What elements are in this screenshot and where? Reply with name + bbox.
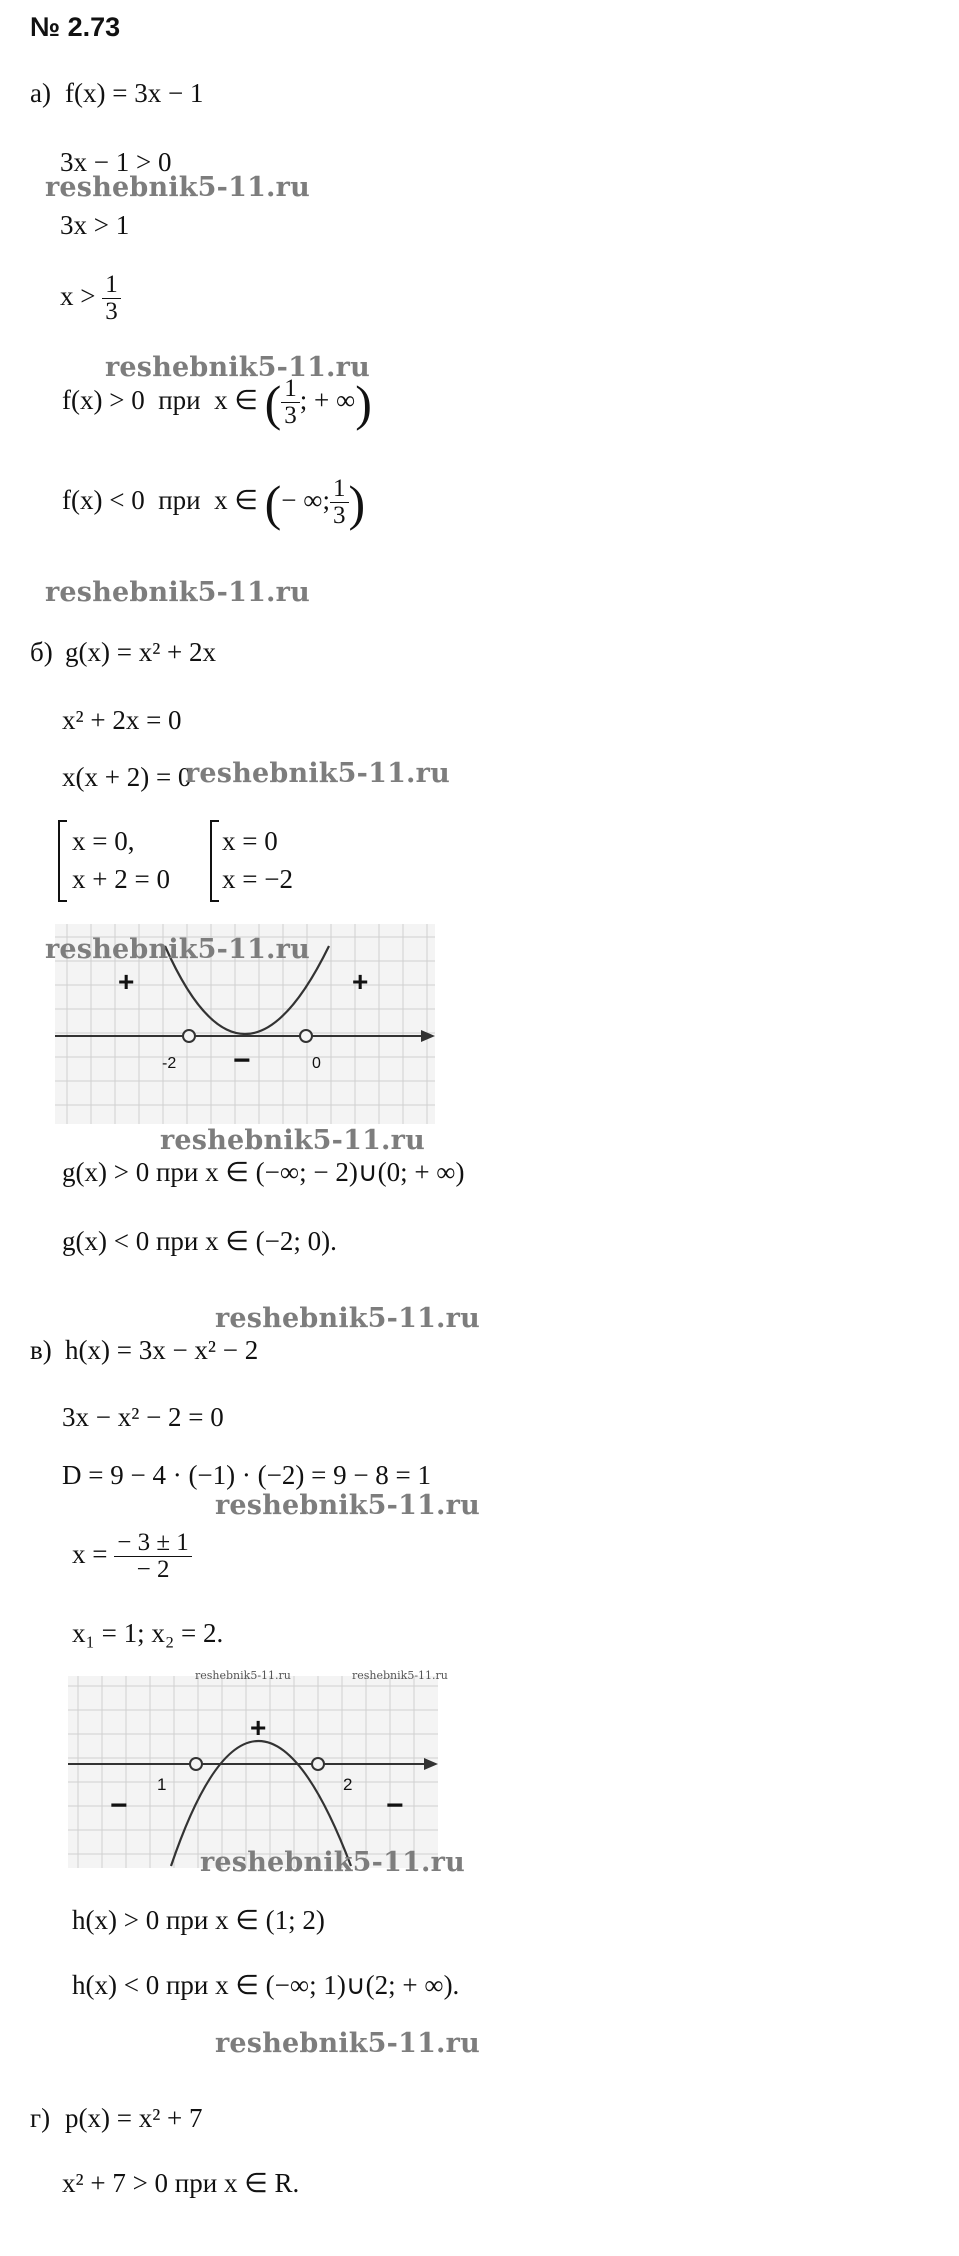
part-a-step1: 3x − 1 > 0 <box>60 147 172 177</box>
part-a-positive: f(x) > 0 при x ∈ ( $\frac{1}{3}$ ; + ∞) <box>62 374 372 431</box>
watermark: reshebnik5-11.ru <box>105 352 370 383</box>
system2-line2: x = −2 <box>222 864 293 894</box>
watermark: reshebnik5-11.ru <box>215 1490 480 1521</box>
root-point <box>190 1758 202 1770</box>
sign-plus: + <box>352 966 369 997</box>
watermark: reshebnik5-11.ru <box>160 1125 425 1156</box>
root-point <box>300 1030 312 1042</box>
watermark: reshebnik5-11.ru <box>215 2028 480 2059</box>
part-a-step2: 3x > 1 <box>60 210 130 240</box>
part-v-positive: h(x) > 0 при x ∈ (1; 2) <box>72 1905 325 1935</box>
sign-plus: + <box>250 1712 267 1743</box>
part-v-roots: x₁ = 1; x₂ = 2. <box>72 1618 224 1648</box>
watermark: reshebnik5-11.ru <box>200 1847 465 1878</box>
problem-number: № 2.73 <box>30 12 121 42</box>
system2-line1: x = 0 <box>222 826 278 856</box>
part-a-negative: f(x) < 0 при x ∈ (− ∞; $\frac{1}{3}$ ) <box>62 474 366 531</box>
part-v-discriminant: D = 9 − 4 · (−1) · (−2) = 9 − 8 = 1 <box>62 1460 432 1490</box>
watermark: reshebnik5-11.ru <box>45 172 310 203</box>
part-v-roots-formula: x = $\frac{- 3 \pm 1}{- 2}$ <box>72 1530 192 1584</box>
sign-minus: − <box>110 1789 128 1822</box>
part-b-positive: g(x) > 0 при x ∈ (−∞; − 2)∪(0; + ∞) <box>62 1157 465 1187</box>
part-g-result: x² + 7 > 0 при x ∈ R. <box>62 2168 300 2198</box>
system-bracket <box>58 820 67 902</box>
watermark: reshebnik5-11.ru <box>215 1303 480 1334</box>
part-a-step3: x > $\frac{1}{3}$ <box>60 272 121 326</box>
system1-line1: x = 0, <box>72 826 135 856</box>
part-b-equation2: x(x + 2) = 0 <box>62 762 192 792</box>
part-b-negative: g(x) < 0 при x ∈ (−2; 0). <box>62 1226 337 1256</box>
part-v-function: h(x) = 3x − x² − 2 <box>65 1335 259 1365</box>
root-label: -2 <box>162 1055 177 1072</box>
system-bracket <box>210 820 219 902</box>
fraction-one-third: $\frac{1}{3}$ <box>102 272 121 326</box>
part-b-function: g(x) = x² + 2x <box>65 637 217 667</box>
part-v-negative: h(x) < 0 при x ∈ (−∞; 1)∪(2; + ∞). <box>72 1970 460 2000</box>
part-g-label: г) <box>30 2103 51 2133</box>
part-v-equation: 3x − x² − 2 = 0 <box>62 1402 224 1432</box>
part-g-function: p(x) = x² + 7 <box>65 2103 203 2133</box>
watermark: reshebnik5-11.ru <box>185 758 450 789</box>
sign-plus: + <box>118 966 135 997</box>
part-b-label: б) <box>30 637 53 667</box>
root-label: 0 <box>312 1055 321 1072</box>
parabola-graph-v <box>68 1676 438 1868</box>
sign-minus: − <box>233 1044 251 1077</box>
watermark: reshebnik5-11.ru <box>45 577 310 608</box>
watermark: reshebnik5-11.ru <box>45 934 310 965</box>
part-a-function: f(x) = 3x − 1 <box>65 78 204 108</box>
part-v-label: в) <box>30 1335 52 1365</box>
watermark-small: reshebnik5-11.ru <box>195 1669 291 1682</box>
root-label: 1 <box>157 1775 167 1794</box>
part-b-equation1: x² + 2x = 0 <box>62 705 182 735</box>
root-point <box>312 1758 324 1770</box>
root-label: 2 <box>343 1775 353 1794</box>
sign-minus: − <box>386 1789 404 1822</box>
part-a-label: а) <box>30 78 51 108</box>
watermark-small: reshebnik5-11.ru <box>352 1669 448 1682</box>
system1-line2: x + 2 = 0 <box>72 864 170 894</box>
root-point <box>183 1030 195 1042</box>
